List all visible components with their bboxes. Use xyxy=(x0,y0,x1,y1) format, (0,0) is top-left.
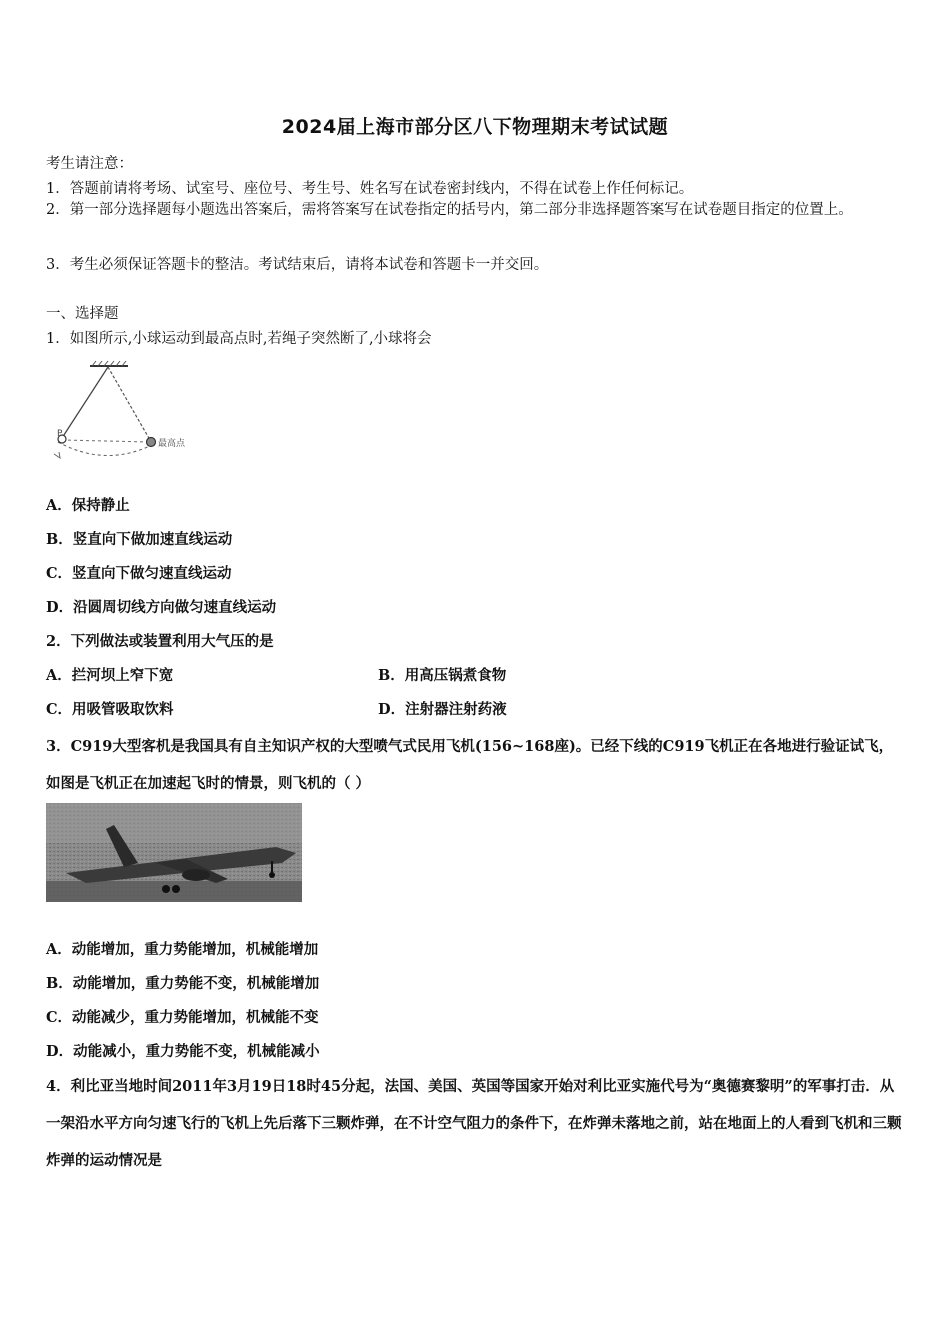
point-p-label: P xyxy=(57,429,63,439)
q1-option-a: A．保持静止 xyxy=(46,497,130,514)
horizontal-dash xyxy=(62,440,150,442)
landing-gear-rear xyxy=(162,885,170,893)
notice-heading: 考生请注意： xyxy=(46,156,133,172)
q1-option-b: B．竖直向下做加速直线运动 xyxy=(46,531,233,548)
question-1-stem: 1．如图所示,小球运动到最高点时,若绳子突然断了,小球将会 xyxy=(46,331,432,347)
q1-option-d: D．沿圆周切线方向做匀速直线运动 xyxy=(46,599,277,616)
notice-item-2: 2．第一部分选择题每小题选出答案后，需将答案写在试卷指定的括号内，第二部分非选择题答案写在试卷题目指定的位置上。 xyxy=(46,202,853,218)
question-4-stem: 4．利比亚当地时间2011年3月19日18时45分起，法国、美国、英国等国家开始对利比亚实施代号为“奥德赛黎明”的军事打击．从一架沿水平方向匀速飞行的飞机上先后落下三颗炸弹，在不计空气阻力的条件下，在炸弹未落地之前，站在地面上的人看到飞机和三颗炸弹的运动情况是 xyxy=(46,1078,902,1169)
landing-gear-rear-2 xyxy=(172,885,180,893)
string-right xyxy=(108,367,150,440)
sky xyxy=(46,803,302,843)
q2-option-c: C．用吸管吸取饮料 xyxy=(46,701,174,718)
section-heading: 一、选择题 xyxy=(46,306,119,322)
highest-point-label: 最高点 xyxy=(158,439,186,449)
arc-arrow-icon xyxy=(54,452,60,458)
engine xyxy=(182,869,210,881)
notice-item-1: 1．答题前请将考场、试室号、座位号、考生号、姓名写在试卷密封线内，不得在试卷上作任何标记。 xyxy=(46,181,694,197)
question-2-stem: 2．下列做法或装置利用大气压的是 xyxy=(46,633,274,650)
q3-option-b: B．动能增加，重力势能不变，机械能增加 xyxy=(46,975,320,992)
page-title: 2024届上海市部分区八下物理期末考试试题 xyxy=(281,116,669,138)
ball-highest xyxy=(147,438,156,447)
notice-item-3: 3．考生必须保证答题卡的整洁。考试结束后，请将本试卷和答题卡一并交回。 xyxy=(46,257,549,273)
q3-option-c: C．动能减少，重力势能增加，机械能不变 xyxy=(46,1009,319,1026)
q3-option-d: D．动能减小，重力势能不变，机械能减小 xyxy=(46,1043,320,1060)
q2-option-b: B．用高压锅煮食物 xyxy=(378,667,507,684)
question-3-stem: 3．C919大型客机是我国具有自主知识产权的大型喷气式民用飞机(156~168座)。已经下线的C919飞机正在各地进行验证试飞，如图是飞机正在加速起飞时的情景，则飞机的（ ） xyxy=(46,738,894,792)
string-left xyxy=(62,367,108,438)
swing-arc xyxy=(58,442,154,456)
aircraft-photo xyxy=(46,803,302,902)
q2-option-d: D．注射器注射药液 xyxy=(378,701,507,718)
q1-option-c: C．竖直向下做匀速直线运动 xyxy=(46,565,232,582)
pendulum-figure xyxy=(46,360,206,475)
q3-option-a: A．动能增加，重力势能增加，机械能增加 xyxy=(46,941,319,958)
q2-option-a: A．拦河坝上窄下宽 xyxy=(46,667,174,684)
